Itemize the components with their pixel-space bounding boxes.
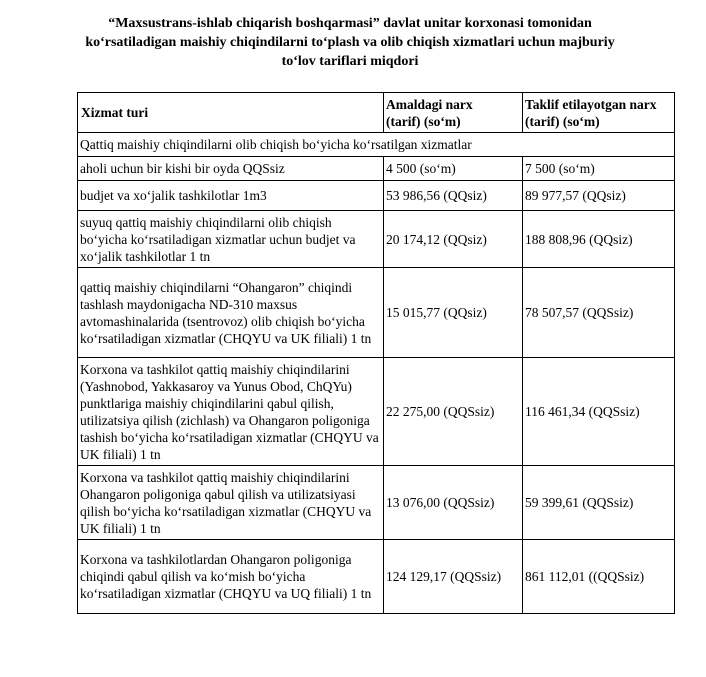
current-price-cell: 4 500 (so‘m) <box>384 157 523 181</box>
header-proposed-line-1: Taklif etilayotgan narx <box>525 96 657 112</box>
proposed-price-cell: 78 507,57 (QQSsiz) <box>523 268 675 358</box>
service-cell: suyuq qattiq maishiy chiqindilarni olib chiqish bo‘yicha ko‘rsatiladigan xizmatlar uchun budjet va xo‘jalik tashkilotlar 1 tn <box>78 211 384 268</box>
proposed-price-cell: 89 977,57 (QQsiz) <box>523 181 675 211</box>
header-current-line-1: Amaldagi narx <box>386 96 473 112</box>
table-row <box>78 157 675 181</box>
service-cell: budjet va xo‘jalik tashkilotlar 1m3 <box>78 181 384 211</box>
tariff-table <box>77 92 675 614</box>
header-row <box>78 93 675 133</box>
title-line-3: to‘lov tariflari miqdori <box>281 54 419 69</box>
header-proposed-line-2: (tarif) (so‘m) <box>525 113 600 129</box>
proposed-price-cell: 188 808,96 (QQsiz) <box>523 211 675 268</box>
section-row <box>78 133 675 157</box>
title-line-1: “Maxsustrans-ishlab chiqarish boshqarmasi” davlat unitar korxonasi tomonidan <box>108 16 592 31</box>
current-price-cell: 13 076,00 (QQSsiz) <box>384 466 523 540</box>
service-cell: Korxona va tashkilotlardan Ohangaron poligoniga chiqindi qabul qilish va ko‘mish bo‘yicha ko‘rsatiladigan xizmatlar (CHQYU va UQ filiali) 1 tn <box>78 540 384 614</box>
proposed-price-cell: 7 500 (so‘m) <box>523 157 675 181</box>
proposed-price-cell: 116 461,34 (QQSsiz) <box>523 358 675 466</box>
section-title: Qattiq maishiy chiqindilarni olib chiqish bo‘yicha ko‘rsatilgan xizmatlar <box>78 133 675 157</box>
current-price-cell: 53 986,56 (QQsiz) <box>384 181 523 211</box>
current-price-cell: 15 015,77 (QQsiz) <box>384 268 523 358</box>
header-current-line-2: (tarif) (so‘m) <box>386 113 461 129</box>
service-cell: Korxona va tashkilot qattiq maishiy chiqindilarini Ohangaron poligoniga qabul qilish va utilizatsiyasi qilish bo‘yicha ko‘rsatiladigan xizmatlar (CHQYU va UK filiali) 1 tn <box>78 466 384 540</box>
header-current-price <box>384 93 523 133</box>
header-proposed-price <box>523 93 675 133</box>
header-service: Xizmat turi <box>78 93 384 133</box>
table-row <box>78 268 675 358</box>
table-row <box>78 211 675 268</box>
current-price-cell: 22 275,00 (QQSsiz) <box>384 358 523 466</box>
service-cell: Korxona va tashkilot qattiq maishiy chiqindilarini (Yashnobod, Yakkasaroy va Yunus Obod, ChQYu) punktlariga maishiy chiqindilarini qabul qilish, utilizatsiya qilish (zichlash) va Ohangaron poligoniga tashish bo‘yicha ko‘rsatiladigan xizmatlar (CHQYU va UK filiali) 1 tn <box>78 358 384 466</box>
service-cell: aholi uchun bir kishi bir oyda QQSsiz <box>78 157 384 181</box>
title-line-2: ko‘rsatiladigan maishiy chiqindilarni to‘plash va olib chiqish xizmatlari uchun majburiy <box>85 35 615 50</box>
table-row <box>78 540 675 614</box>
proposed-price-cell: 59 399,61 (QQSsiz) <box>523 466 675 540</box>
current-price-cell: 124 129,17 (QQSsiz) <box>384 540 523 614</box>
service-cell: qattiq maishiy chiqindilarni “Ohangaron” chiqindi tashlash maydonigacha ND-310 maxsus avtomashinalarida (tsentrovoz) olib chiqish bo‘yicha ko‘rsatiladigan xizmatlar (CHQYU va UK filiali) 1 tn <box>78 268 384 358</box>
proposed-price-cell: 861 112,01 ((QQSsiz) <box>523 540 675 614</box>
document-title <box>70 14 630 71</box>
table-row <box>78 181 675 211</box>
table-row <box>78 466 675 540</box>
current-price-cell: 20 174,12 (QQsiz) <box>384 211 523 268</box>
table-row <box>78 358 675 466</box>
